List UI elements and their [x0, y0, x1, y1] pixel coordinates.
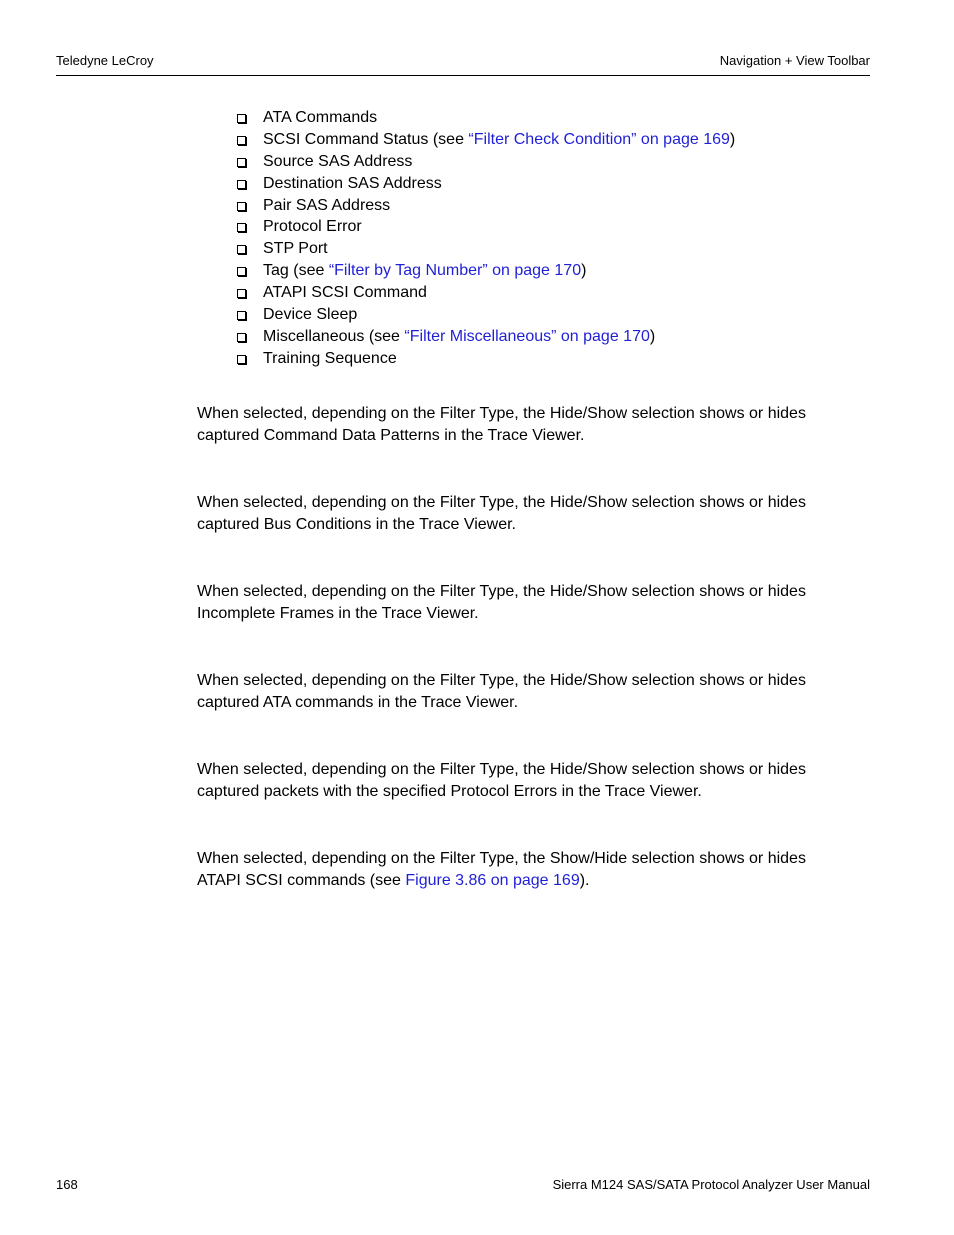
- manual-title: Sierra M124 SAS/SATA Protocol Analyzer User Manual: [552, 1177, 870, 1192]
- checkbox-square-icon: [237, 333, 246, 342]
- header-section-title: Navigation + View Toolbar: [719, 53, 870, 68]
- list-item-text: Tag (see: [263, 262, 329, 280]
- list-item-text: Device Sleep: [263, 306, 358, 324]
- checkbox-square-icon: [237, 355, 246, 364]
- checkbox-square-icon: [237, 267, 246, 276]
- list-item-text: ATAPI SCSI Command: [263, 284, 427, 302]
- list-item-text: Source SAS Address: [263, 152, 413, 170]
- page-number: 168: [56, 1177, 78, 1192]
- paragraph-ata-commands: [197, 670, 867, 714]
- list-item: [236, 173, 735, 195]
- link-figure-3-86[interactable]: Figure 3.86 on page 169: [405, 872, 580, 889]
- link-filter-by-tag-number[interactable]: “Filter by Tag Number” on page 170: [328, 262, 582, 280]
- paragraph-line: captured Command Data Patterns in the Trace Viewer.: [197, 427, 585, 444]
- list-item-text: STP Port: [263, 240, 328, 258]
- list-item-text: ATA Commands: [263, 109, 378, 126]
- paragraph-command-data-patterns: [197, 403, 867, 447]
- header-company: Teledyne LeCroy: [56, 53, 154, 68]
- list-item: [236, 348, 735, 370]
- paragraph-atapi-scsi-commands: [197, 848, 867, 892]
- paragraph-line-start: ATAPI SCSI commands (see: [197, 872, 406, 889]
- checkbox-square-icon: [237, 223, 246, 232]
- paragraph-line: Incomplete Frames in the Trace Viewer.: [197, 605, 479, 622]
- list-item: [236, 107, 735, 129]
- list-item-text: Destination SAS Address: [263, 174, 442, 192]
- paragraph-line: When selected, depending on the Filter Type, the Show/Hide selection shows or hides: [197, 850, 806, 867]
- list-item-text: SCSI Command Status (see: [263, 130, 469, 148]
- list-item: [236, 238, 735, 260]
- paragraph-bus-conditions: [197, 492, 867, 536]
- list-item-text: Training Sequence: [263, 349, 397, 367]
- list-item: [236, 195, 735, 217]
- list-item-text-after: ): [729, 130, 736, 148]
- list-item: [236, 282, 735, 304]
- list-item-text: Protocol Error: [263, 218, 362, 236]
- list-item: [236, 326, 735, 348]
- paragraph-line: captured packets with the specified Protocol Errors in the Trace Viewer.: [197, 783, 702, 800]
- paragraph-line: When selected, depending on the Filter Type, the Hide/Show selection shows or hides: [197, 494, 806, 511]
- paragraph-line: captured Bus Conditions in the Trace Viewer.: [197, 516, 516, 533]
- paragraph-line-end: ).: [579, 872, 590, 889]
- list-item: [236, 260, 735, 282]
- checkbox-square-icon: [237, 136, 246, 145]
- checkbox-square-icon: [237, 114, 246, 123]
- paragraph-line: captured ATA commands in the Trace Viewer.: [197, 694, 519, 711]
- checkbox-square-icon: [237, 202, 246, 211]
- checkbox-square-icon: [237, 180, 246, 189]
- checkbox-square-icon: [237, 158, 246, 167]
- paragraph-line: When selected, depending on the Filter Type, the Hide/Show selection shows or hides: [197, 761, 806, 778]
- paragraph-protocol-errors: [197, 759, 867, 803]
- list-item-text: Pair SAS Address: [263, 196, 391, 214]
- list-item-text-after: ): [581, 262, 587, 280]
- list-item-text: Miscellaneous (see: [263, 327, 405, 345]
- list-item-text-after: ): [649, 327, 656, 345]
- page-footer: [56, 1177, 870, 1197]
- checkbox-square-icon: [237, 311, 246, 320]
- list-item: [236, 304, 735, 326]
- link-filter-check-condition[interactable]: “Filter Check Condition” on page 169: [468, 130, 730, 148]
- list-item: [236, 216, 735, 238]
- checkbox-square-icon: [237, 289, 246, 298]
- list-item: [236, 129, 735, 151]
- filter-options-list: [236, 107, 735, 370]
- paragraph-incomplete-frames: [197, 581, 867, 625]
- link-filter-miscellaneous[interactable]: “Filter Miscellaneous” on page 170: [404, 327, 650, 345]
- page-header: [56, 53, 870, 76]
- checkbox-square-icon: [237, 245, 246, 254]
- paragraph-line: When selected, depending on the Filter Type, the Hide/Show selection shows or hides: [197, 672, 806, 689]
- list-item: [236, 151, 735, 173]
- paragraph-line: When selected, depending on the Filter Type, the Hide/Show selection shows or hides: [197, 405, 806, 422]
- paragraph-line: When selected, depending on the Filter Type, the Hide/Show selection shows or hides: [197, 583, 806, 600]
